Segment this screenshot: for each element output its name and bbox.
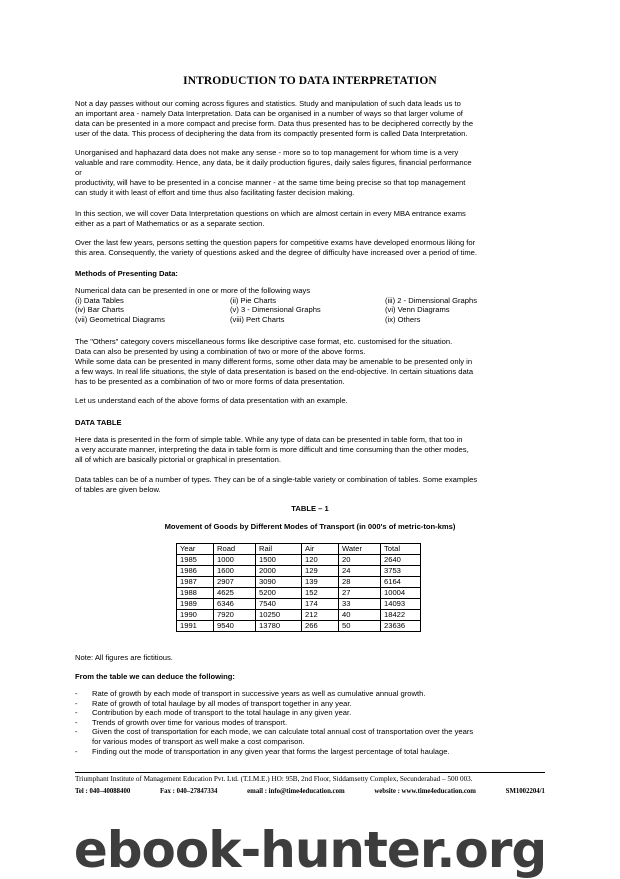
table-cell: 27 xyxy=(339,588,381,599)
list-item-text: Contribution by each mode of transport to the total haulage in any given year. xyxy=(92,708,352,718)
table-cell: 5200 xyxy=(256,588,302,599)
paragraph-data-table xyxy=(75,435,545,465)
table-cell: 4625 xyxy=(214,588,256,599)
column-header: Road xyxy=(214,544,256,555)
text-line: this area. Consequently, the variety of questions asked and the degree of difficulty have increased over a period of time. xyxy=(75,248,478,257)
table-cell: 2000 xyxy=(256,566,302,577)
text-line: either as a part of Mathematics or as a separate section. xyxy=(75,219,265,228)
column-header: Rail xyxy=(256,544,302,555)
table-row xyxy=(177,555,421,566)
table-cell: 1000 xyxy=(214,555,256,566)
table-cell: 1987 xyxy=(177,577,214,588)
text-line: data can be presented in a more compact and precise form. Data thus presented has to be deciphered correctly by the xyxy=(75,119,474,128)
text-line: Note: All figures are fictitious. xyxy=(75,653,173,662)
table-cell: 152 xyxy=(302,588,339,599)
text-line: a few ways. In real life situations, the style of data presentation is based on the end-objective. In certain situations data xyxy=(75,367,474,376)
table-note xyxy=(75,653,545,663)
table-cell: 1989 xyxy=(177,599,214,610)
table-cell: 10004 xyxy=(381,588,421,599)
text-line: Let us understand each of the above forms of data presentation with an example. xyxy=(75,396,348,405)
text-line: Not a day passes without our coming across figures and statistics. Study and manipulation of such data leads us to xyxy=(75,99,461,108)
paragraph-section xyxy=(75,209,545,229)
table-cell: 1990 xyxy=(177,610,214,621)
table-cell: 1988 xyxy=(177,588,214,599)
table-cell: 139 xyxy=(302,577,339,588)
table-cell: 18422 xyxy=(381,610,421,621)
text-line: productivity, will have to be presented in a concise manner - at the same time being precise so that top management xyxy=(75,178,466,187)
table-row xyxy=(177,621,421,632)
method-item: (viii) Pert Charts xyxy=(230,314,285,324)
table-cell: 1985 xyxy=(177,555,214,566)
methods-list xyxy=(75,286,545,324)
table-cell: 7540 xyxy=(256,599,302,610)
list-item-text: Rate of growth of total haulage by all modes of transport together in any year. xyxy=(92,698,352,708)
deduce-list xyxy=(75,689,545,756)
list-item xyxy=(75,747,545,757)
text-line: Here data is presented in the form of simple table. While any type of data can be presented in table form, that too in xyxy=(75,435,463,444)
list-item-text: Finding out the mode of transportation in any given year that forms the largest percentage of total haulage. xyxy=(92,746,450,756)
text-line: Data tables can be of a number of types. They can be of a single-table variety or combination of tables. Some examples xyxy=(75,475,478,484)
table-cell: 33 xyxy=(339,599,381,610)
page-title: INTRODUCTION TO DATA INTERPRETATION xyxy=(183,75,437,87)
table-row xyxy=(177,610,421,621)
paragraph-understand xyxy=(75,396,545,406)
text-line: In this section, we will cover Data Interpretation questions on which are almost certain in every MBA entrance exams xyxy=(75,209,466,218)
footer-address: Triumphant Institute of Management Education Pvt. Ltd. (T.I.M.E.) HO: 95B, 2nd Floor, Siddamsetty Complex, Secunderabad – 500 003. xyxy=(75,775,473,783)
table-cell: 24 xyxy=(339,566,381,577)
table-cell: 120 xyxy=(302,555,339,566)
table-row xyxy=(177,599,421,610)
footer-website: website : www.time4education.com xyxy=(374,788,476,795)
table-cell: 3753 xyxy=(381,566,421,577)
text-line: all of which are basically pictorial or graphical in presentation. xyxy=(75,455,281,464)
text-line: of tables are given below. xyxy=(75,485,161,494)
table-cell: 2907 xyxy=(214,577,256,588)
table-cell: 174 xyxy=(302,599,339,610)
table-cell: 28 xyxy=(339,577,381,588)
column-header: Air xyxy=(302,544,339,555)
table-cell: 1991 xyxy=(177,621,214,632)
method-item: (iv) Bar Charts xyxy=(75,305,124,315)
list-item xyxy=(75,699,545,709)
table-cell: 1600 xyxy=(214,566,256,577)
text-line: While some data can be presented in many different forms, some other data may be amenable to be presented only in xyxy=(75,357,473,366)
table-cell: 266 xyxy=(302,621,339,632)
text-line: Unorganised and haphazard data does not make any sense - more so to top management for whom time is a very xyxy=(75,148,459,157)
list-item-text: for various modes of transport as well make a cost comparison. xyxy=(92,736,305,746)
list-item xyxy=(75,727,545,746)
method-item: (ix) Others xyxy=(385,314,421,324)
table-label: TABLE – 1 xyxy=(291,504,329,513)
column-header: Total xyxy=(381,544,421,555)
method-item: (ii) Pie Charts xyxy=(230,295,276,305)
footer-email: email : info@time4education.com xyxy=(247,788,345,795)
text-line: Over the last few years, persons setting the question papers for competitive exams have developed enormous liking for xyxy=(75,238,476,247)
footer-code: SM1002204/1 xyxy=(505,788,545,795)
text-line: an important area - namely Data Interpretation. Data can be organised in a number of ways so that larger volume of xyxy=(75,109,463,118)
table-caption: Movement of Goods by Different Modes of Transport (in 000's of metric-ton-kms) xyxy=(164,522,456,531)
data-table-heading: DATA TABLE xyxy=(75,418,122,427)
list-item xyxy=(75,689,545,699)
table-cell: 2640 xyxy=(381,555,421,566)
table-cell: 20 xyxy=(339,555,381,566)
transport-table xyxy=(176,543,421,632)
table-cell: 23636 xyxy=(381,621,421,632)
table-row xyxy=(177,566,421,577)
table-cell: 13780 xyxy=(256,621,302,632)
text-line: has to be presented as a combination of two or more forms of data presentation. xyxy=(75,377,345,386)
methods-row xyxy=(75,296,545,306)
table-cell: 10250 xyxy=(256,610,302,621)
methods-heading: Methods of Presenting Data: xyxy=(75,269,178,278)
paragraph-over-years xyxy=(75,238,545,258)
method-item: (v) 3 - Dimensional Graphs xyxy=(230,305,321,315)
table-row xyxy=(177,577,421,588)
list-item xyxy=(75,708,545,718)
list-item-text: Trends of growth over time for various modes of transport. xyxy=(92,717,288,727)
footer-divider xyxy=(75,772,545,773)
paragraph-table-types xyxy=(75,475,545,495)
table-cell: 129 xyxy=(302,566,339,577)
method-item: (i) Data Tables xyxy=(75,295,124,305)
methods-row xyxy=(75,305,545,315)
methods-intro: Numerical data can be presented in one or more of the following ways xyxy=(75,286,311,295)
table-cell: 50 xyxy=(339,621,381,632)
text-line: Data can also be presented by using a combination of two or more of the above forms. xyxy=(75,347,366,356)
table-cell: 1500 xyxy=(256,555,302,566)
table-header-row xyxy=(177,544,421,555)
text-line: or xyxy=(75,168,82,177)
table-cell: 9540 xyxy=(214,621,256,632)
footer-tel: Tel : 040–40088400 xyxy=(75,788,131,795)
watermark: ebook-hunter.org xyxy=(73,821,547,879)
text-line: user of the data. This process of deciphering the data from its compactly presented form is called Data Interpretation. xyxy=(75,129,468,138)
paragraph-unorganised xyxy=(75,148,545,198)
footer-contact xyxy=(75,788,545,795)
text-line: The "Others" category covers miscellaneous forms like descriptive case format, etc. customised for the situation. xyxy=(75,337,453,346)
text-line: valuable and rare commodity. Hence, any data, be it daily production figures, daily sales figures, financial performance xyxy=(75,158,472,167)
table-cell: 40 xyxy=(339,610,381,621)
text-line: can study it with least of effort and time thus also facilitating faster decision making. xyxy=(75,188,355,197)
table-cell: 14093 xyxy=(381,599,421,610)
method-item: (iii) 2 - Dimensional Graphs xyxy=(385,295,477,305)
table-cell: 3090 xyxy=(256,577,302,588)
column-header: Water xyxy=(339,544,381,555)
table-cell: 212 xyxy=(302,610,339,621)
paragraph-others xyxy=(75,337,545,387)
table-cell: 6346 xyxy=(214,599,256,610)
table-row xyxy=(177,588,421,599)
list-item-text: Rate of growth by each mode of transport in successive years as well as cumulative annual growth. xyxy=(92,689,426,698)
method-item: (vi) Venn Diagrams xyxy=(385,305,450,315)
table-cell: 7920 xyxy=(214,610,256,621)
paragraph-intro xyxy=(75,99,545,139)
deduce-heading: From the table we can deduce the following: xyxy=(75,672,235,681)
text-line: a very accurate manner, interpreting the data in table form is more difficult and time consuming than the other modes, xyxy=(75,445,469,454)
methods-row xyxy=(75,315,545,325)
table-cell: 1986 xyxy=(177,566,214,577)
method-item: (vii) Geometrical Diagrams xyxy=(75,314,165,324)
column-header: Year xyxy=(177,544,214,555)
footer-fax: Fax : 040–27847334 xyxy=(160,788,218,795)
list-item-text: Given the cost of transportation for each mode, we can calculate total annual cost of transportation over the years xyxy=(92,727,474,737)
table-cell: 6164 xyxy=(381,577,421,588)
list-item xyxy=(75,718,545,728)
